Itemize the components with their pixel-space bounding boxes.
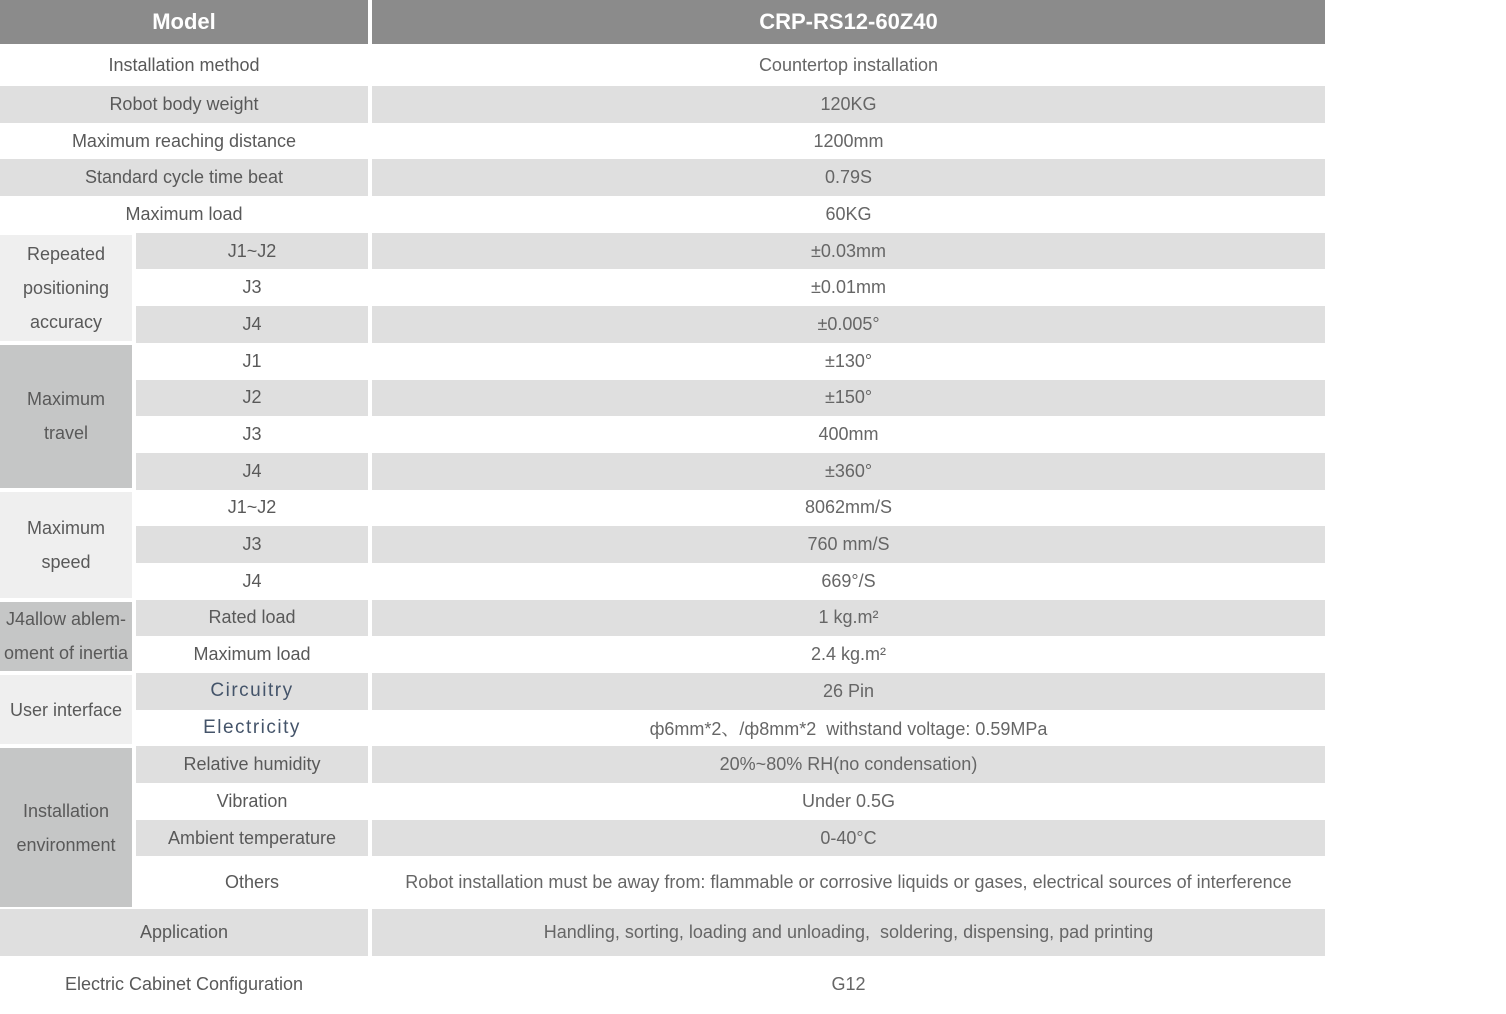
row-maximum-reaching-distance	[0, 123, 1325, 160]
spec-subrow	[136, 856, 1325, 909]
group-maximum-speed	[0, 490, 1325, 600]
sub-label: J4	[136, 306, 368, 343]
spec-subrow	[136, 673, 1325, 710]
row-maximum-load	[0, 196, 1325, 233]
row-standard-cycle-time-beat	[0, 159, 1325, 196]
sub-label: Circuitry	[136, 673, 368, 710]
spec-value: Handling, sorting, loading and unloading, soldering, dispensing, pad printing	[372, 909, 1325, 956]
group-j4-moment-of-inertia	[0, 600, 1325, 673]
model-header-cell: Model	[0, 0, 368, 44]
spec-value: 60KG	[825, 203, 872, 224]
group-label	[0, 490, 132, 600]
spec-value: ±0.03mm	[372, 233, 1325, 270]
spec-subrow	[136, 820, 1325, 857]
table-header-row	[0, 0, 1325, 44]
group-label	[0, 673, 132, 746]
spec-subrow	[136, 490, 1325, 527]
spec-value: 8062mm/S	[804, 497, 893, 518]
spec-subrow	[136, 636, 1325, 673]
spec-value: 760 mm/S	[372, 526, 1325, 563]
spec-value: Under 0.5G	[801, 790, 896, 811]
spec-value: 1 kg.m²	[372, 600, 1325, 637]
model-value-cell: CRP-RS12-60Z40	[372, 0, 1325, 44]
row-application	[0, 909, 1325, 956]
sub-label: J1~J2	[227, 497, 277, 518]
spec-value: 1200mm	[813, 130, 884, 151]
spec-value: 669°/S	[821, 570, 876, 591]
sub-label: J4	[242, 570, 262, 591]
spec-label: Maximum reaching distance	[71, 130, 297, 151]
spec-value: 2.4 kg.m²	[810, 644, 887, 665]
spec-label: Maximum load	[125, 203, 243, 224]
sub-label: J1	[242, 350, 262, 371]
row-robot-body-weight	[0, 86, 1325, 123]
spec-value: Robot installation must be away from: flammable or corrosive liquids or gases, electrical sources of interference	[405, 872, 1292, 893]
group-label-line: environment	[16, 834, 116, 855]
spec-subrow	[136, 233, 1325, 270]
group-label-line: Maximum speed	[26, 517, 105, 572]
group-label-line: positioning	[22, 277, 110, 298]
group-label-line: travel	[43, 423, 88, 444]
spec-label: Electric Cabinet Configuration	[64, 974, 304, 995]
spec-value: 0.79S	[372, 159, 1325, 196]
group-label	[0, 746, 132, 909]
sub-label: Relative humidity	[136, 746, 368, 783]
group-label-line: J4allow ablem-	[5, 609, 127, 630]
sub-label: J3	[242, 424, 262, 445]
spec-label: Robot body weight	[0, 86, 368, 123]
spec-label: Installation method	[108, 54, 260, 75]
spec-subrow	[136, 526, 1325, 563]
group-label-line: Maximum	[26, 389, 105, 410]
group-installation-environment	[0, 746, 1325, 909]
spec-subrow	[136, 453, 1325, 490]
spec-value: ±130°	[824, 350, 873, 371]
spec-value: 20%~80% RH(no condensation)	[372, 746, 1325, 783]
sub-label: J1~J2	[136, 233, 368, 270]
spec-subrow	[136, 416, 1325, 453]
sub-label: J4	[136, 453, 368, 490]
spec-subrow	[136, 306, 1325, 343]
spec-value: ±0.01mm	[811, 277, 886, 298]
sub-label: Ambient temperature	[136, 820, 368, 857]
spec-subrow	[136, 710, 1325, 747]
spec-value: ±150°	[372, 380, 1325, 417]
spec-value: 400mm	[818, 424, 879, 445]
spec-subrow	[136, 563, 1325, 600]
group-repeated-positioning-accuracy	[0, 233, 1325, 343]
spec-subrow	[136, 783, 1325, 820]
sub-label: Others	[224, 872, 280, 893]
spec-subrow	[136, 746, 1325, 783]
sub-label: Rated load	[136, 600, 368, 637]
sub-label: Maximum load	[193, 644, 311, 665]
spec-subrow	[136, 600, 1325, 637]
spec-label: Application	[0, 909, 368, 956]
spec-subrow	[136, 269, 1325, 306]
group-label	[0, 343, 132, 490]
spec-value: 120KG	[372, 86, 1325, 123]
group-label	[0, 233, 132, 343]
group-label-line: Installation	[22, 800, 110, 821]
sub-label: J3	[242, 277, 262, 298]
sub-label: J2	[136, 380, 368, 417]
sub-label: Electricity	[203, 717, 301, 739]
sub-label: Vibration	[216, 790, 288, 811]
group-maximum-travel	[0, 343, 1325, 490]
group-label-line: accuracy	[29, 311, 103, 332]
spec-subrow	[136, 380, 1325, 417]
spec-value: G12	[831, 974, 866, 995]
group-user-interface	[0, 673, 1325, 746]
group-label-line: oment of inertia	[3, 643, 129, 664]
group-label	[0, 600, 132, 673]
sub-label: J3	[136, 526, 368, 563]
spec-value: ±0.005°	[372, 306, 1325, 343]
spec-subrow	[136, 343, 1325, 380]
spec-value: ±360°	[372, 453, 1325, 490]
group-label-line: User interface	[9, 699, 123, 720]
spec-label: Standard cycle time beat	[0, 159, 368, 196]
spec-value: 0-40°C	[372, 820, 1325, 857]
spec-value: ф6mm*2、/ф8mm*2 withstand voltage: 0.59MPa	[649, 719, 1048, 740]
group-label-line: Repeated	[26, 243, 106, 264]
row-electric-cabinet-configuration	[0, 956, 1325, 1013]
spec-value: 26 Pin	[372, 673, 1325, 710]
spec-value: Countertop installation	[758, 54, 939, 75]
row-installation-method	[0, 44, 1325, 86]
